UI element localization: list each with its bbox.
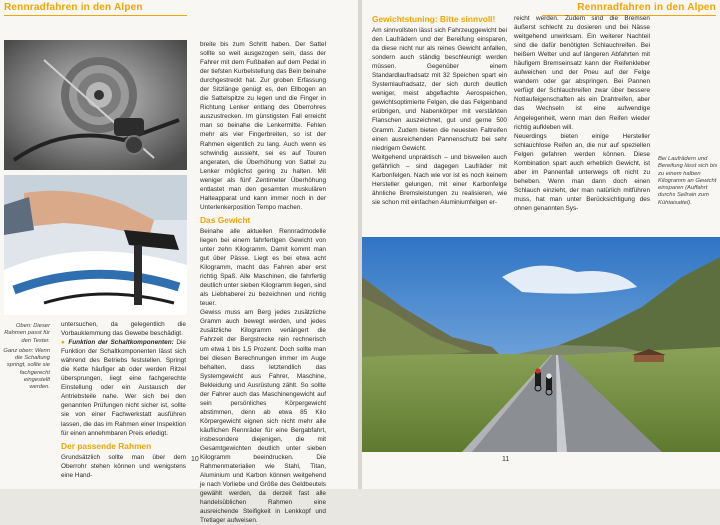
right-column-1 xyxy=(372,14,507,207)
caption-line-top: Oben: Dieser Rahmen passt für den Tester. xyxy=(4,323,50,344)
text-paragraph: reicht werden. Zudem sind die Bremsen äußerst schlecht zu dosieren und bei Nässe weitgehend unwirksam. Ein weiterer Nachteil sind die dafür benötigten Schlauchreifen. Bei heißem Wetter und auf längeren Abfahrten mit häufigem Bremseinsatz kann der Reifenkleber aufweichen und der Pneu auf der Felge wandern oder gar abspringen. Bei Pannen verfügt der Schlauchreifen zwar über bessere Notlaufeigenschaften als ein Drahtreifen, aber das Wechseln ist eine aufwendige Angelegenheit, wenn man den Reifen wieder richtig aufkleben will. xyxy=(514,15,650,131)
left-column-2 xyxy=(200,40,326,525)
text-paragraph: Gewiss muss am Berg jedes zusätzliche Gramm auch bewegt werden, und jedes zusätzliche Kilogramm verlängert die Fahrzeit der Bergstrecke rein rechnerisch um etwa 1 bis 1,5 Prozent. Doch sollte man bei diesen Berechnungen immer im Auge behalten, dass letztendlich das Systemgewicht aus Fahrer, Maschine, Bekleidung und Ausrüstung zählt. So sollte der Fahrer auch das Maschinengewicht auf sein persönliches Körpergewicht abstimmen, denn ab etwa 85 Kilo Körpergewicht eignen sich nicht mehr alle käuflichen Rennräder für eine Bergabfahrt, insbesondere diejenigen, die mit Gesamtgewichten deutlich unter sieben Kilogramm beeindrucken. Die Rahmenmaterialien wie Stahl, Titan, Aluminium und Karbon können weitgehend je nach Vorliebe und Größe des Geldbeutels gewählt werden, da derzeit fast alle handelsüblichen Rahmen eine ausreichende Steifigkeit in Lenkkopf und Tretlager aufweisen. xyxy=(200,309,326,525)
running-head-rule xyxy=(4,15,187,16)
photo-caption-right: Bei Laufrädern und Bereifung lässt sich bis zu einem halben Kilogramm an Gewicht einsparen (Auffahrt durchs Sellrain zum Kühtaisattel). xyxy=(658,156,718,206)
page-number-right: 11 xyxy=(502,456,510,463)
text-paragraph: untersuchen, da gelegentlich die Vorbauklemmung das Gewebe beschädigt. xyxy=(61,321,186,338)
section-heading: Das Gewicht xyxy=(200,214,251,225)
photo-caption-left xyxy=(2,323,50,392)
page-number-left: 10 xyxy=(191,456,199,463)
right-column-2 xyxy=(514,14,650,213)
text-paragraph: Neuerdings bieten einige Hersteller schlauchlose Reifen an, die nur auf speziellen Felgen gefahren werden können. Diese Kombination spart auch erheblich Gewicht, ist aber im Pannenfall unterwegs oft nicht zu beheben. Wenn man dann doch einen Schlauch einzieht, der man natürlich mitführen muss, hat man unter Berücksichtigung des ohnen genannten Sys- xyxy=(514,132,650,212)
text-paragraph: breite bis zum Schritt haben. Der Sattel sollte so weit ausgezogen sein, dass der Fahrer mit dem Fußballen auf dem Pedal in der tiefsten Kurbelstellung das Bein beinahe durchgestreckt hat. Zur groben Erfassung der Sitzlänge genügt es, den Ellbogen an die Sattelspitze zu legen und die Finger in Richtung Lenker entlang des Oberrohres auszustrecken. Im günstigsten Fall erreicht man so beinahe die Lenkermitte. Fehlen mehr als vier Fingerbreiten, so ist der Rahmen eigentlich zu lang. Auch wenn es schwindig aussieht, sei es auf Touren angeraten, die Überhöhung von Sattel zu Lenker möglichst gering zu halten. Mit weniger als fünf Zentimeter Überhöhung entlastet man den gesamten muskulären Halteapparat und kann immer noch in der Unterlenkerposition Tempo machen. xyxy=(200,41,326,211)
section-heading: Gewichtstuning: Bitte sinnvoll! xyxy=(372,14,496,24)
running-head-right: Rennradfahren in den Alpen xyxy=(577,2,716,13)
text-paragraph: Weitgehend unpraktisch – und bisweilen auch gefährlich – sind dagegen Laufräder mit Karbonfelgen. Nach wie vor ist es noch keinem Hersteller gelungen, mit einer Karbonfelge ähnliche Bremsleistungen zu realisieren, wie sie schon mit einfachen Aluminiumfelgen er- xyxy=(372,153,507,206)
left-column-1 xyxy=(61,320,186,480)
text-paragraph: Am sinnvollsten lässt sich Fahrzeuggewicht bei den Laufrädern und der Bereifung einsparen, da diese nicht nur als reines Gewicht anfallen, sondern auch ständig beschleunigt werden müssen. Gegenüber einem Standardlaufradsatz mit 32 Speichen spart ein Systemlaufradsatz, der sich durch deutlich weniger, meist abgeflachte Aerospeichen, gewichtsoptimierte Felgen, die das Felgenband erübrigen, und Nabenkörper mit verstärkten Flanschen auszeichnet, gut und gerne 500 Gramm. Zudem bieten die neuesten Faltreifen einen ausreichenden Pannenschutz bei sehr niedrigem Gewicht. xyxy=(372,27,507,152)
derailleur-photo xyxy=(4,40,187,170)
section-heading: Der passende Rahmen xyxy=(61,440,152,451)
alpine-road-photo xyxy=(362,237,720,452)
right-page xyxy=(362,0,720,489)
bullet-text: Die Funktion der Schaltkomponenten lässt sich während des Betriebs feststellen. Springt die Kette häufiger ab oder werden Ritzel übersprungen, liegt eine fachgerechte Einstellung oder ein Austausch der Antriebsteile nahe. Wer sich bei den genannten Prüfungen nicht sicher ist, sollte sie von einer Fachwerkstatt ausführen lassen, die das im Rahmen einer Inspektion für einen annehmbaren Preis erledigt. xyxy=(61,339,186,437)
bullet-icon: ● xyxy=(61,339,66,347)
text-paragraph: Grundsätzlich sollte man über dem Oberrohr stehen können und wenigstens eine Hand- xyxy=(61,453,186,479)
caption-line-bottom: Ganz oben: Wenn die Schaltung springt, sollte sie fachgerecht eingestellt werden. xyxy=(3,347,50,391)
running-head-left: Rennradfahren in den Alpen xyxy=(4,2,143,13)
text-paragraph: Beinahe alle aktuellen Rennradmodelle liegen bei einem fahrfertigen Gewicht von unter zehn Kilogramm. Damit kommt man gut über Pässe. Liegt es bei etwa acht Kilogramm, macht das Fahren aber erst richtig Spaß. Alle Maschinen, die fahrfertig deutlich unter sieben Kilogramm liegen, sind als Liebhaberei zu bezeichnen und richtig teuer. xyxy=(200,227,326,308)
bullet-title: Funktion der Schaltkomponenten: xyxy=(68,339,174,347)
left-page xyxy=(0,0,358,525)
bike-fit-photo xyxy=(4,175,187,315)
